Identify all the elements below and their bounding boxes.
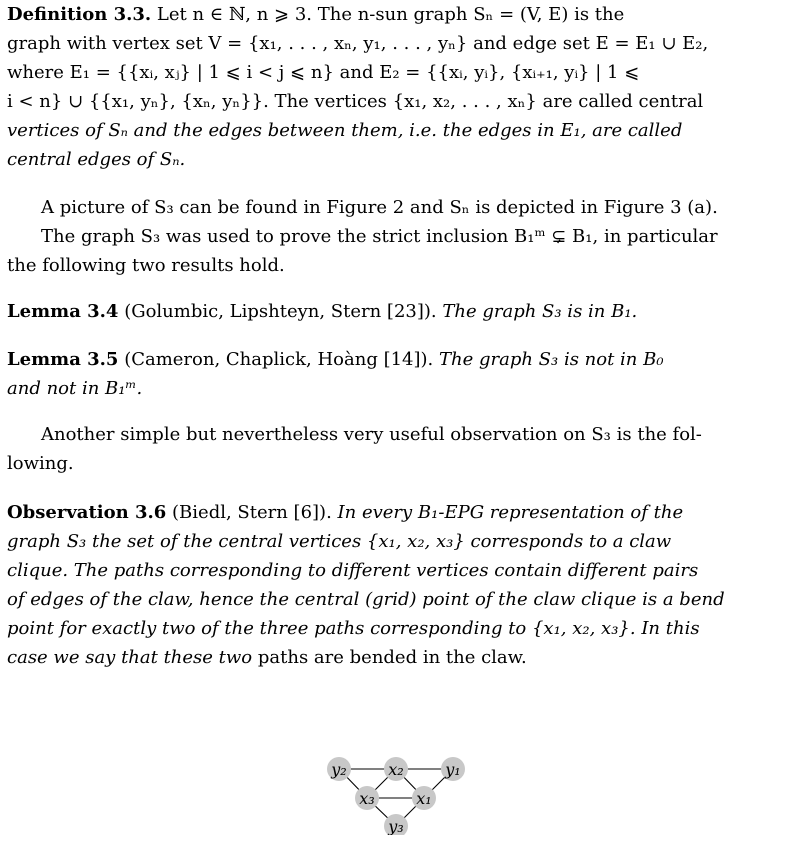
paragraph1-line-3: the following two results hold. xyxy=(7,255,285,276)
lemma35-label: Lemma 3.5 xyxy=(7,349,119,370)
definition-line-2: graph with vertex set V = {x₁, . . . , xₙ, y₁, . . . , yₙ} and edge set E = E₁ ∪ E₂, xyxy=(7,33,709,54)
lemma35-attribution: (Cameron, Chaplick, Hoàng [14]). xyxy=(124,349,434,370)
lemma35-line-2: and not in B₁ᵐ. xyxy=(7,378,143,399)
label-x3: x₃ xyxy=(359,789,375,808)
label-y2: y₂ xyxy=(331,760,347,779)
label-y1: y₁ xyxy=(445,760,461,779)
paragraph-observation-intro xyxy=(7,420,787,478)
lemma35-line-1: The graph S₃ is not in B₀ xyxy=(439,349,664,370)
definition-line-1: Let n ∈ ℕ, n ⩾ 3. The n-sun graph Sₙ = (V, E) is the xyxy=(156,4,625,25)
label-y3: y₃ xyxy=(388,817,404,835)
lemma34-statement: The graph S₃ is in B₁. xyxy=(442,301,638,322)
paragraph1-line-2: The graph S₃ was used to prove the strict inclusion B₁ᵐ ⊊ B₁, in particular xyxy=(41,226,718,247)
lemma-3-5 xyxy=(7,345,787,403)
definition-line-3: where E₁ = {{xᵢ, xⱼ} | 1 ⩽ i < j ⩽ n} and E₂ = {{xᵢ, yᵢ}, {xᵢ₊₁, yᵢ} | 1 ⩽ xyxy=(7,62,640,83)
label-x1: x₁ xyxy=(416,789,432,808)
observation-label: Observation 3.6 xyxy=(7,502,167,523)
definition-line-5: vertices of Sₙ and the edges between them, i.e. the edges in E₁, are called xyxy=(7,120,683,141)
observation-line-4: of edges of the claw, hence the central (grid) point of the claw clique is a bend xyxy=(7,589,725,610)
sun-graph-figure xyxy=(310,755,480,835)
observation-3-6 xyxy=(7,498,787,672)
label-x2: x₂ xyxy=(388,760,404,779)
lemma-3-4 xyxy=(7,297,787,326)
observation-last-italic: case we say that these two xyxy=(7,647,253,668)
paragraph1-line-1: A picture of S₃ can be found in Figure 2 and Sₙ is depicted in Figure 3 (a). xyxy=(41,197,718,218)
definition-3-3 xyxy=(7,0,787,174)
lemma34-attribution: (Golumbic, Lipshteyn, Stern [23]). xyxy=(124,301,437,322)
lemma34-label: Lemma 3.4 xyxy=(7,301,119,322)
observation-attribution: (Biedl, Stern [6]). xyxy=(172,502,332,523)
observation-line-3: clique. The paths corresponding to different vertices contain different pairs xyxy=(7,560,699,581)
observation-line-1: In every B₁-EPG representation of the xyxy=(337,502,684,523)
observation-line-2: graph S₃ the set of the central vertices {x₁, x₂, x₃} corresponds to a claw xyxy=(7,531,672,552)
paragraph2-line-1: Another simple but nevertheless very useful observation on S₃ is the fol- xyxy=(41,424,702,445)
observation-line-5: point for exactly two of the three paths corresponding to {x₁, x₂, x₃}. In this xyxy=(7,618,700,639)
paragraph-figure-reference xyxy=(7,193,787,280)
definition-label: Definition 3.3. xyxy=(7,4,152,25)
observation-last-upright: paths are bended in the claw. xyxy=(257,647,527,668)
definition-line-4: i < n} ∪ {{x₁, yₙ}, {xₙ, yₙ}}. The vertices {x₁, x₂, . . . , xₙ} are called central xyxy=(7,91,704,112)
definition-line-6: central edges of Sₙ. xyxy=(7,149,186,170)
paragraph2-line-2: lowing. xyxy=(7,453,74,474)
